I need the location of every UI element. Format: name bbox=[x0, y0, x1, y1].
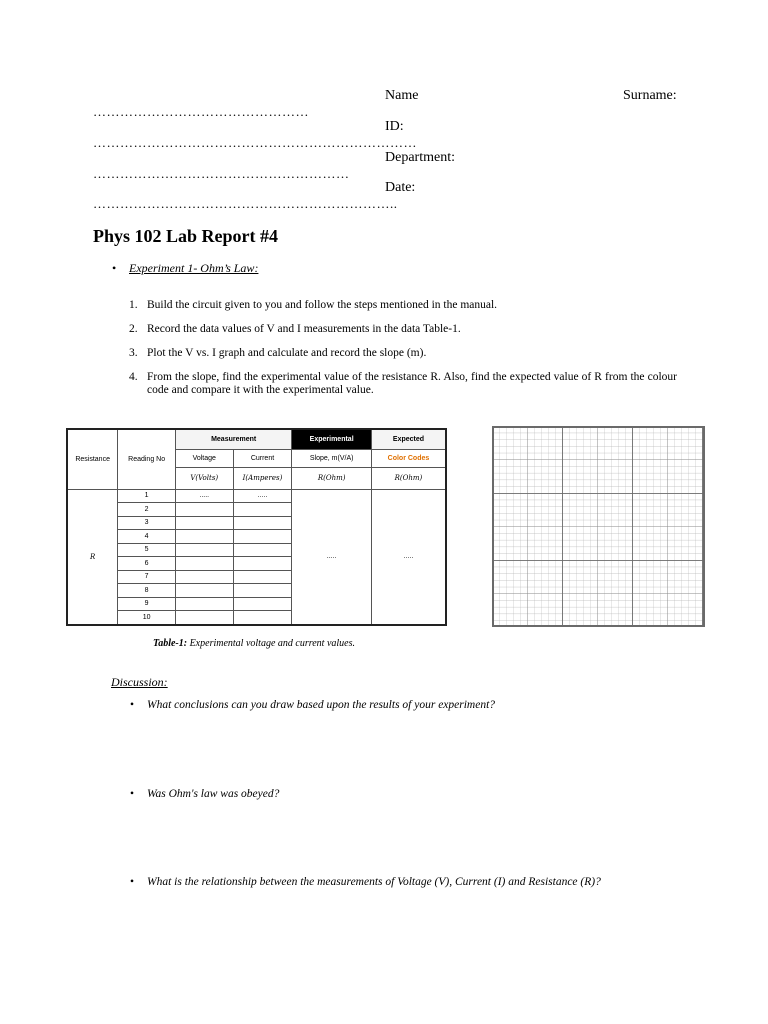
question-text: Was Ohm's law was obeyed? bbox=[147, 788, 280, 800]
reading-number: 7 bbox=[118, 570, 176, 584]
bullet: • bbox=[112, 261, 117, 275]
experimental-header: Experimental bbox=[292, 429, 372, 449]
step-text: Plot the V vs. I graph and calculate and record the slope (m). bbox=[147, 347, 427, 359]
reading-number: 3 bbox=[118, 516, 176, 530]
expected-cell: ..... bbox=[371, 489, 446, 625]
step-number: 3. bbox=[129, 347, 138, 359]
bullet: • bbox=[130, 699, 135, 711]
voltage-cell: ..... bbox=[175, 489, 233, 503]
voltage-cell bbox=[175, 611, 233, 625]
current-cell bbox=[233, 503, 292, 517]
reading-number: 4 bbox=[118, 530, 176, 544]
question-text: What is the relationship between the measurements of Voltage (V), Current (I) and Resistance (R)? bbox=[147, 876, 601, 888]
expected-header: Expected bbox=[371, 429, 446, 449]
id-label: ID: bbox=[385, 119, 404, 134]
current-unit: I(Amperes) bbox=[233, 467, 292, 489]
current-cell bbox=[233, 543, 292, 557]
experimental-cell: ..... bbox=[292, 489, 372, 625]
voltage-cell bbox=[175, 597, 233, 611]
reading-header: Reading No bbox=[118, 429, 176, 489]
discussion-question bbox=[130, 876, 601, 888]
voltage-cell bbox=[175, 543, 233, 557]
voltage-cell bbox=[175, 530, 233, 544]
current-cell: ..... bbox=[233, 489, 292, 503]
expected-unit: R(Ohm) bbox=[371, 467, 446, 489]
table-caption bbox=[153, 638, 355, 649]
bullet: • bbox=[130, 876, 135, 888]
step-text: Record the data values of V and I measurements in the data Table-1. bbox=[147, 323, 461, 335]
caption-text: Experimental voltage and current values. bbox=[187, 638, 355, 649]
current-cell bbox=[233, 557, 292, 571]
voltage-unit: V(Volts) bbox=[175, 467, 233, 489]
discussion-question bbox=[130, 788, 279, 800]
current-cell bbox=[233, 611, 292, 625]
voltage-cell bbox=[175, 557, 233, 571]
graph-paper bbox=[492, 426, 705, 627]
step-number: 1. bbox=[129, 299, 138, 311]
id-dots: ……………………………………………………………… bbox=[93, 135, 417, 150]
page-title: Phys 102 Lab Report #4 bbox=[93, 226, 279, 246]
name-dots: ………………………………………… bbox=[93, 104, 309, 119]
reading-number: 10 bbox=[118, 611, 176, 625]
resistance-header: Resistance bbox=[67, 429, 118, 489]
department-dots: ………………………………………………… bbox=[93, 166, 350, 181]
step-number: 2. bbox=[129, 323, 138, 335]
reading-number: 1 bbox=[118, 489, 176, 503]
current-cell bbox=[233, 570, 292, 584]
date-dots: ………………………………………………………….. bbox=[93, 196, 398, 211]
step-item bbox=[129, 299, 677, 312]
voltage-cell bbox=[175, 570, 233, 584]
bullet: • bbox=[130, 788, 135, 800]
procedure-steps bbox=[129, 299, 677, 408]
discussion-question bbox=[130, 699, 495, 711]
voltage-header: Voltage bbox=[175, 449, 233, 467]
step-text: From the slope, find the experimental value of the resistance R. Also, find the expected value of R from the colour code and compare it with the experimental value. bbox=[147, 371, 677, 396]
reading-number: 8 bbox=[118, 584, 176, 598]
reading-number: 2 bbox=[118, 503, 176, 517]
reading-number: 6 bbox=[118, 557, 176, 571]
step-number: 4. bbox=[129, 371, 138, 383]
question-text: What conclusions can you draw based upon the results of your experiment? bbox=[147, 699, 496, 711]
reading-number: 5 bbox=[118, 543, 176, 557]
step-item bbox=[129, 323, 677, 336]
experiment-title: Experiment 1- Ohm’s Law: bbox=[129, 261, 259, 275]
measurement-header: Measurement bbox=[175, 429, 291, 449]
resistor-label: R bbox=[67, 489, 118, 625]
caption-label: Table-1: bbox=[153, 638, 188, 649]
experimental-unit: R(Ohm) bbox=[292, 467, 372, 489]
name-label: Name bbox=[385, 88, 419, 103]
step-item bbox=[129, 347, 677, 360]
current-header: Current bbox=[233, 449, 292, 467]
data-table bbox=[66, 428, 447, 626]
department-label: Department: bbox=[385, 150, 455, 165]
current-cell bbox=[233, 584, 292, 598]
slope-header: Slope, m(V/A) bbox=[292, 449, 372, 467]
step-text: Build the circuit given to you and follow the steps mentioned in the manual. bbox=[147, 299, 498, 311]
color-codes-header: Color Codes bbox=[371, 449, 446, 467]
voltage-cell bbox=[175, 516, 233, 530]
voltage-cell bbox=[175, 584, 233, 598]
experiment-heading bbox=[112, 261, 258, 276]
surname-label: Surname: bbox=[623, 88, 677, 103]
current-cell bbox=[233, 597, 292, 611]
voltage-cell bbox=[175, 503, 233, 517]
current-cell bbox=[233, 530, 292, 544]
step-item bbox=[129, 371, 677, 397]
current-cell bbox=[233, 516, 292, 530]
reading-number: 9 bbox=[118, 597, 176, 611]
date-label: Date: bbox=[385, 180, 416, 195]
discussion-heading: Discussion: bbox=[111, 675, 168, 689]
